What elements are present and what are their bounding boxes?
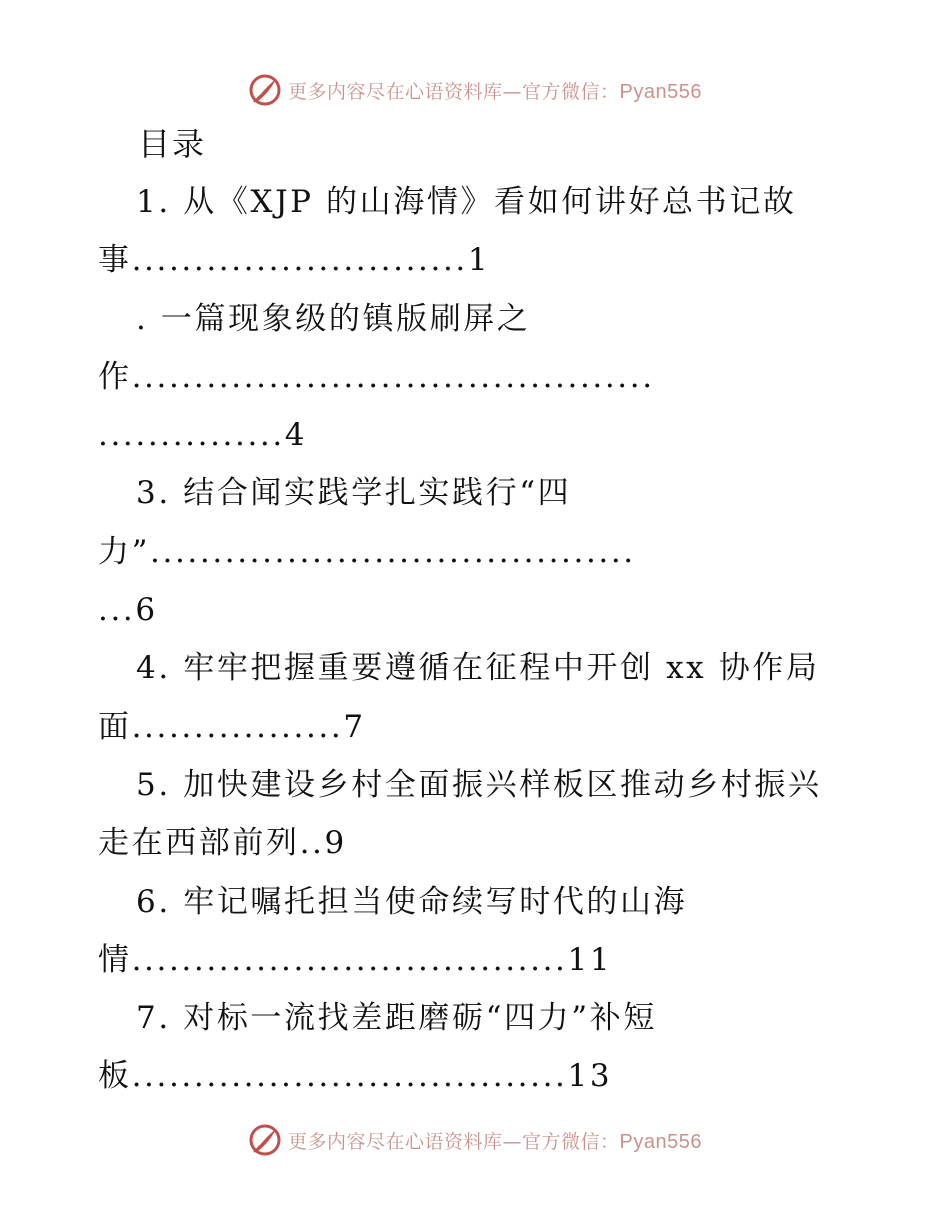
toc-entry-6[interactable]	[98, 873, 843, 990]
toc-line: 事...........................1	[98, 242, 491, 279]
toc-heading: 目录	[138, 125, 207, 163]
watermark-banner-top	[0, 70, 950, 110]
toc-line: 走在西部前列..9	[98, 825, 347, 862]
toc-line: 作..........................................	[98, 358, 655, 395]
toc-line: 力”.......................................	[98, 533, 636, 570]
toc-line: 情...................................11	[98, 941, 613, 978]
toc-entry-7[interactable]	[98, 989, 843, 1106]
watermark-text: 更多内容尽在心语资料库—官方微信：Pyan556	[288, 1130, 702, 1153]
toc-line: . 一篇现象级的镇版刷屏之	[136, 300, 531, 337]
watermark-banner-bottom	[0, 1120, 950, 1160]
toc-line: 7. 对标一流找差距磨砺“四力”补短	[136, 1000, 657, 1037]
toc-line: 3. 结合闻实践学扎实践行“四	[136, 475, 572, 512]
toc-entry-4[interactable]	[98, 639, 843, 756]
toc-line: ...............4	[98, 417, 308, 454]
toc-line: 6. 牢记嘱托担当使命续写时代的山海	[136, 883, 688, 920]
toc-entry-5[interactable]	[98, 756, 843, 873]
watermark-text: 更多内容尽在心语资料库—官方微信：Pyan556	[288, 80, 702, 103]
toc-line: 板...................................13	[98, 1058, 613, 1095]
quill-pen-logo-icon	[248, 1123, 282, 1157]
quill-pen-logo-icon	[248, 73, 282, 107]
toc-entry-1[interactable]	[98, 173, 843, 290]
toc-line: 面.................7	[98, 708, 366, 745]
toc-line: 1. 从《XJP 的山海情》看如何讲好总书记故	[136, 184, 797, 220]
toc-entry-3[interactable]	[98, 464, 843, 639]
toc-line: 4. 牢牢把握重要遵循在征程中开创 xx 协作局	[136, 650, 820, 687]
toc-entry-2[interactable]	[98, 290, 843, 465]
toc-line: ...6	[98, 592, 158, 629]
toc-line: 5. 加快建设乡村全面振兴样板区推动乡村振兴	[136, 766, 822, 803]
table-of-contents	[98, 115, 843, 1106]
